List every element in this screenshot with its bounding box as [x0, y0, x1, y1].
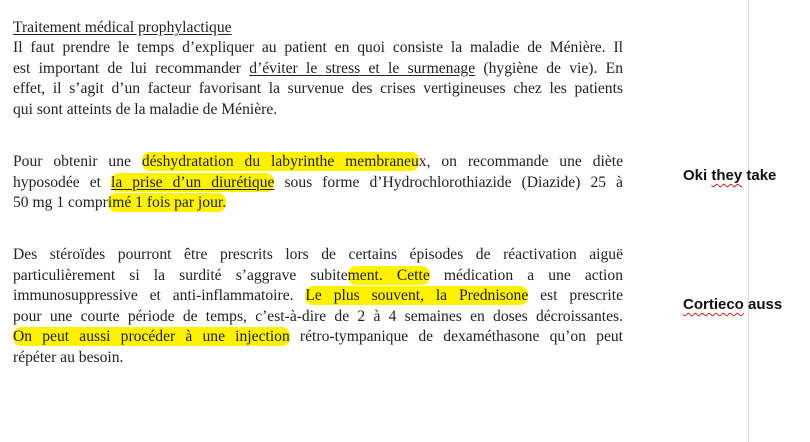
highlight-mark[interactable]: On peut aussi procéder à une injection: [13, 328, 290, 345]
highlight-mark[interactable]: ment. Cette: [347, 266, 430, 284]
highlight-mark[interactable]: Le plus souvent, la Prednisone: [305, 287, 529, 304]
highlight-mark[interactable]: la prise d’un diurétique: [111, 173, 275, 191]
paragraph-steroids: [13, 245, 623, 368]
paragraph-line: On peut aussi procéder à une injection rétro-tympanique de dexaméthasone qu’on peut: [13, 328, 623, 345]
paragraph-line: pour une courte période de temps, c’est-à-dire de 2 à 4 semaines en doses décroissantes.: [13, 307, 623, 325]
comment-note-2[interactable]: Cortieco auss: [683, 296, 783, 313]
highlight-mark[interactable]: déshydratation du labyrinthe membraneu: [141, 153, 419, 170]
paragraph-line: immunosuppressive et anti-inflammatoire. Le plus souvent, la Prednisone est prescrite: [13, 287, 623, 304]
paragraph-line: Des stéroïdes pourront être prescrits lors de certains épisodes de réactivation aiguë: [13, 246, 623, 263]
underlined-phrase: d’éviter le stress et le surmenage: [249, 59, 476, 77]
section-title: Traitement médical prophylactique: [13, 19, 232, 36]
paragraph-line: est important de lui recommander d’éviter le stress et le surmenage (hygiène de vie). En: [13, 59, 623, 77]
comment-pane[interactable]: [749, 0, 810, 442]
paragraph-line: Il faut prendre le temps d’expliquer au patient en quoi consiste la maladie de Ménière. Il: [13, 39, 623, 56]
paragraph-line: Pour obtenir une déshydratation du labyrinthe membraneux, on recommande une diète: [13, 153, 623, 170]
spellcheck-word: Cortieco: [683, 296, 744, 313]
paragraph-line: effet, il s’agit d’un facteur favorisant la survenue des crises vertigineuses chez les patients: [13, 80, 623, 97]
paragraph-line: particulièrement si la surdité s’aggrave subitement. Cette médication a une action: [13, 266, 623, 284]
paragraph-line: 50 mg 1 comprimé 1 fois par jour.: [13, 194, 227, 211]
spellcheck-word: they: [711, 167, 743, 184]
paragraph-line: répéter au besoin.: [13, 348, 124, 366]
paragraph-line: hyposodée et la prise d’un diurétique sous forme d’Hydrochlorothiazide (Diazide) 25 à: [13, 173, 623, 191]
paragraph-line: qui sont atteints de la maladie de Ménière.: [13, 100, 278, 118]
comment-note-1[interactable]: Oki they take: [683, 167, 777, 184]
paragraph-meniere-intro: [13, 38, 623, 120]
paragraph-diuretic: [13, 152, 623, 214]
highlight-mark[interactable]: imé 1 fois par jour.: [107, 194, 227, 211]
